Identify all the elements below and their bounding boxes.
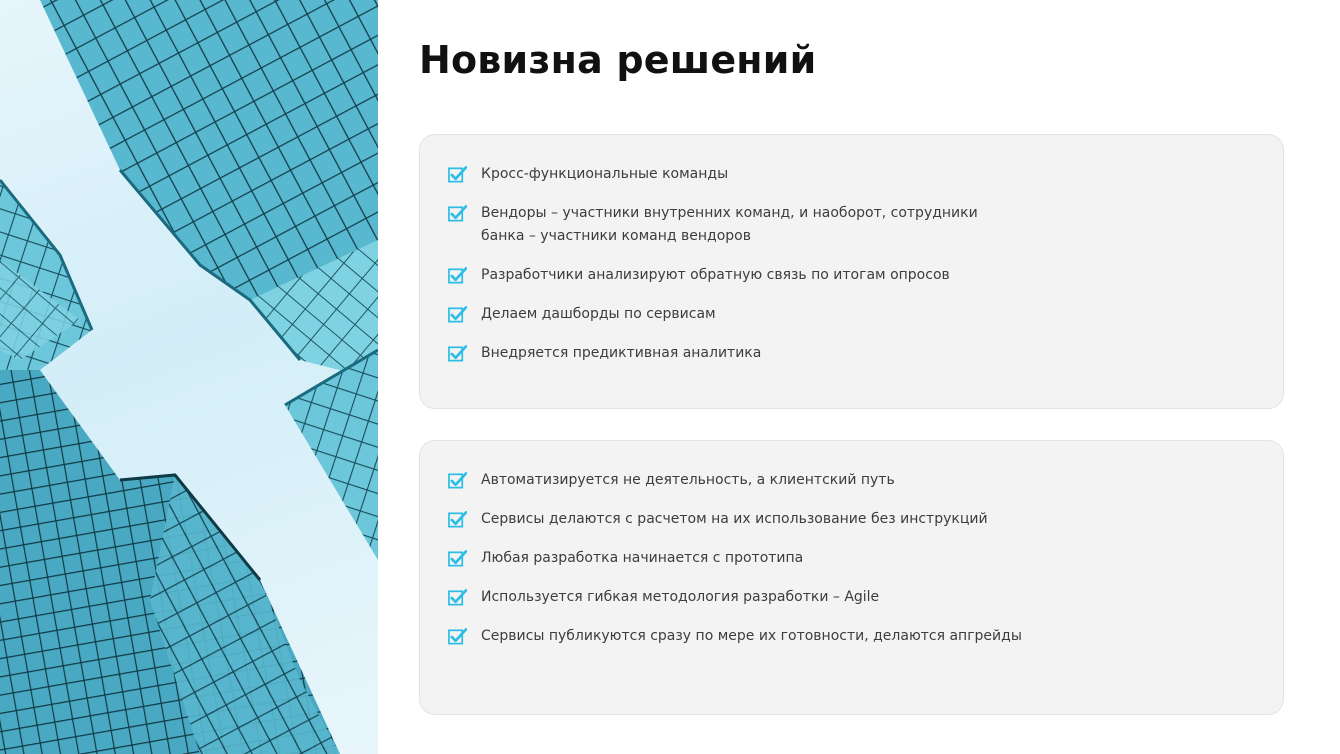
list-item	[448, 342, 1248, 365]
innovations-card-1	[419, 134, 1284, 409]
checkbox-checked-icon	[448, 344, 467, 363]
list-item-text: Внедряется предиктивная аналитика	[481, 345, 762, 361]
checkbox-checked-icon	[448, 549, 467, 568]
page-title: Новизна решений	[419, 38, 817, 82]
list-item	[448, 508, 1248, 531]
checklist	[448, 469, 1248, 664]
list-item	[448, 303, 1248, 326]
checklist	[448, 163, 1248, 381]
list-item	[448, 163, 1248, 186]
glass-skyscrapers-icon	[0, 0, 378, 754]
checkbox-checked-icon	[448, 165, 467, 184]
list-item-text: Кросс-функциональные команды	[481, 166, 729, 182]
list-item	[448, 586, 1248, 609]
list-item-text: Используется гибкая методология разработки – Agile	[481, 589, 880, 605]
list-item-text: Сервисы делаются с расчетом на их использование без инструкций	[481, 511, 988, 527]
list-item-text: Автоматизируется не деятельность, а клиентский путь	[481, 472, 895, 488]
checkbox-checked-icon	[448, 588, 467, 607]
list-item	[448, 469, 1248, 492]
list-item	[448, 547, 1248, 570]
innovations-card-2	[419, 440, 1284, 715]
list-item-text: Разработчики анализируют обратную связь по итогам опросов	[481, 267, 950, 283]
list-item	[448, 202, 1248, 248]
checkbox-checked-icon	[448, 627, 467, 646]
list-item	[448, 625, 1248, 648]
checkbox-checked-icon	[448, 305, 467, 324]
list-item-text: Сервисы публикуются сразу по мере их готовности, делаются апгрейды	[481, 628, 1022, 644]
list-item-text: Делаем дашборды по сервисам	[481, 306, 716, 322]
list-item	[448, 264, 1248, 287]
checkbox-checked-icon	[448, 510, 467, 529]
list-item-text: Вендоры – участники внутренних команд, и наоборот, сотрудники банка – участники команд вендоров	[481, 205, 978, 244]
checkbox-checked-icon	[448, 204, 467, 223]
list-item-text: Любая разработка начинается с прототипа	[481, 550, 804, 566]
skyscrapers-photo	[0, 0, 378, 754]
checkbox-checked-icon	[448, 266, 467, 285]
checkbox-checked-icon	[448, 471, 467, 490]
